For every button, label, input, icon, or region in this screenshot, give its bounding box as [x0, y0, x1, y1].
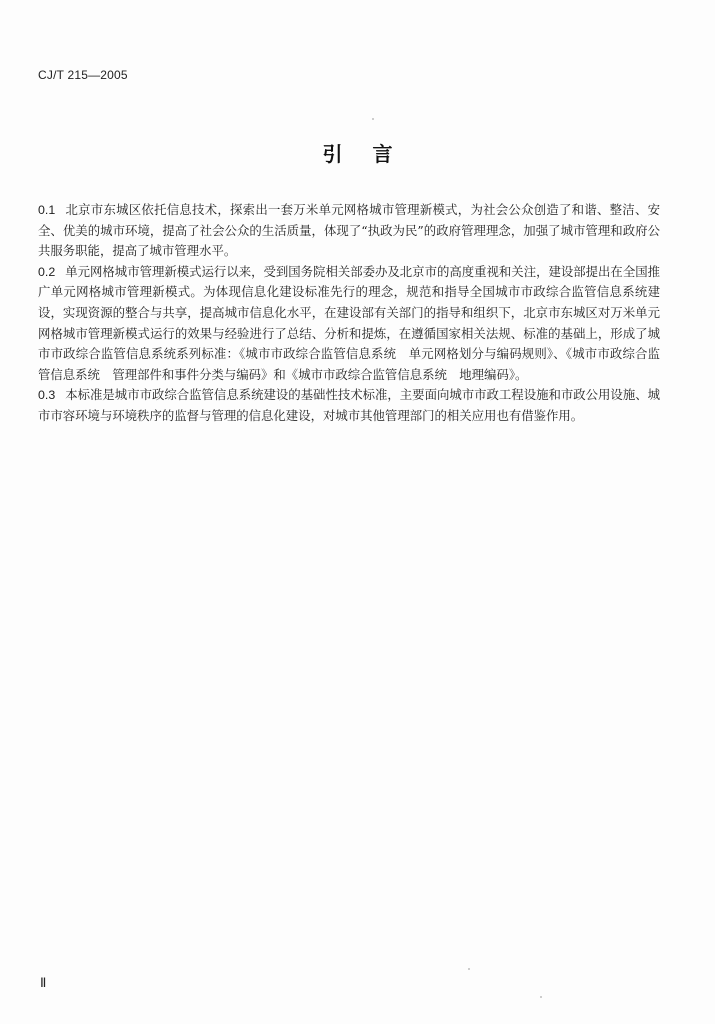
introduction-body	[38, 200, 660, 427]
scan-speck	[372, 118, 374, 120]
clause-text: 北京市东城区依托信息技术，探索出一套万米单元网格城市管理新模式，为社会公众创造了和谐、整洁、安全、优美的城市环境，提高了社会公众的生活质量，体现了“执政为民”的政府管理理念，加强了城市管理和政府公共服务职能，提高了城市管理水平。	[38, 202, 660, 259]
scan-speck	[468, 968, 470, 970]
clause-number: 0.1	[38, 203, 56, 217]
clause-0-3	[38, 385, 660, 426]
page-number: Ⅱ	[40, 975, 47, 990]
clause-text: 本标准是城市市政综合监管信息系统建设的基础性技术标准，主要面向城市市政工程设施和市政公用设施、城市市容环境与环境秩序的监督与管理的信息化建设，对城市其他管理部门的相关应用也有借鉴作用。	[38, 387, 660, 423]
standard-code: CJ/T 215—2005	[38, 68, 128, 82]
clause-0-2	[38, 262, 660, 386]
page-title: 引言	[322, 142, 423, 166]
clause-number: 0.2	[38, 264, 56, 279]
scan-speck	[540, 996, 542, 998]
clause-number: 0.3	[38, 388, 56, 403]
clause-text: 单元网格城市管理新模式运行以来，受到国务院相关部委办及北京市的高度重视和关注，建设部提出在全国推广单元网格城市管理新模式。为体现信息化建设标准先行的理念，规范和指导全国城市市政综合监管信息系统建设，实现资源的整合与共享，提高城市信息化水平，在建设部有关部门的指导和组织下，北京市东城区对万米单元网格城市管理新模式运行的效果与经验进行了总结、分析和提炼，在遵循国家相关法规、标准的基础上，形成了城市市政综合监管信息系统系列标准：《城市市政综合监管信息系统 单元网格划分与编码规则》、《城市市政综合监管信息系统 管理部件和事件分类与编码》和《城市市政综合监管信息系统 地理编码》。	[38, 263, 660, 382]
clause-0-1	[38, 200, 660, 262]
